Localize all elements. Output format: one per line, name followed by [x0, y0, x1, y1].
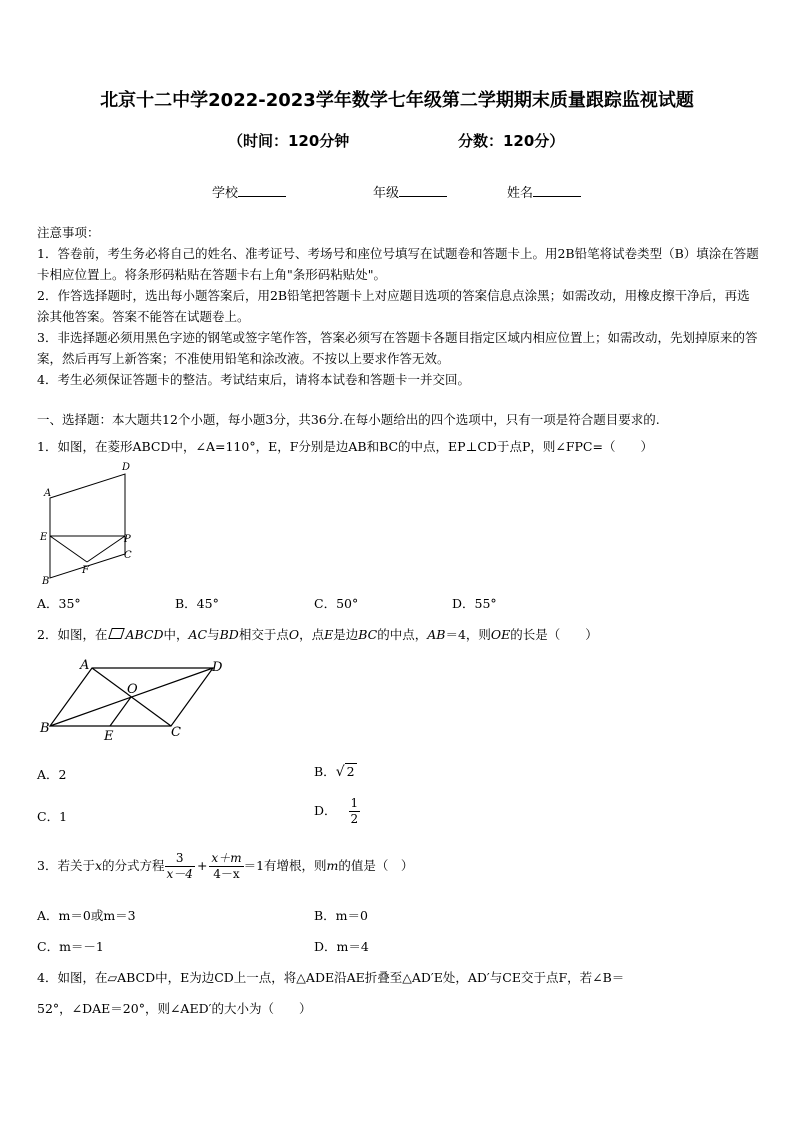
label-a: A — [44, 488, 52, 499]
label-a: A — [80, 658, 90, 673]
exam-time: （时间：120分钟 — [228, 132, 350, 150]
note-item: 1．答卷前，考生务必将自己的姓名、准考证号、考场号和座位号填写在试题卷和答题卡上。用2B铅笔将试卷类型（B）填涂在答题卡相应位置上。将条形码粘贴在答题卡右上角"条形码粘贴处"。 — [37, 246, 759, 282]
grade-blank[interactable] — [399, 184, 447, 197]
label-p: P — [124, 534, 131, 545]
segment-ef — [50, 536, 87, 562]
q3-option-b[interactable]: B．m＝0 — [314, 908, 368, 923]
q2-stem: 2．如图，在 ABCD中，AC与BD相交于点O，点E是边BC的中点，AB＝4，则OE的长是（ ） — [37, 627, 598, 642]
label-e: E — [40, 532, 48, 543]
exam-score: 分数：120分） — [458, 132, 565, 150]
q2-option-d[interactable]: D． $\frac{1}{2}$ — [314, 796, 359, 826]
rhombus-shape — [50, 474, 125, 578]
q4-stem-line1: 4．如图，在▱ABCD中，E为边CD上一点，将△ADE沿AE折叠至△AD′E处，AD′与CE交于点F，若∠B＝ — [37, 970, 625, 985]
note-item: 3．非选择题必须用黑色字迹的钢笔或签字笔作答，答案必须写在答题卡各题目指定区域内相应位置上；如需改动，先划掉原来的答案，然后再写上新答案；不准使用铅笔和涂改液。不按以上要求作答无效。 — [37, 330, 758, 366]
name-blank[interactable] — [533, 184, 581, 197]
q2-parallelogram-figure — [38, 652, 234, 744]
q3-option-a[interactable]: A．m＝0或m＝3 — [37, 908, 136, 923]
label-d: D — [212, 660, 223, 675]
q3-stem: 3．若关于x的分式方程 $\frac{3}{x-4}$ + $\frac{x+m}{4-x}$ ＝1有增根，则m的值是（ ） — [37, 851, 414, 881]
label-e: E — [104, 729, 114, 744]
q3-option-c[interactable]: C．m＝－1 — [37, 939, 104, 954]
fraction-half: $\frac{1}{2}$ — [350, 796, 359, 826]
q3-option-d[interactable]: D．m＝4 — [314, 939, 369, 954]
q1-stem: 1．如图，在菱形ABCD中，∠A=110°，E，F分别是边AB和BC的中点，EP⊥CD于点P，则∠FPC=（ ） — [37, 439, 653, 454]
school-blank[interactable] — [238, 184, 286, 197]
notes-heading: 注意事项： — [37, 225, 100, 240]
sqrt-symbol: √ — [335, 764, 345, 780]
label-c: C — [124, 550, 132, 561]
name-label: 姓名 — [507, 186, 534, 201]
label-f: F — [82, 565, 89, 576]
q1-option-c[interactable]: C．50° — [314, 596, 359, 611]
diagonal-bd — [50, 668, 213, 726]
q1-option-d[interactable]: D．55° — [452, 596, 497, 611]
q2-option-b[interactable]: B．√ 2 — [314, 764, 355, 780]
label-b: B — [40, 721, 50, 736]
grade-label: 年级 — [373, 186, 400, 201]
notes-block — [37, 222, 761, 390]
grade-field — [373, 182, 447, 201]
q1-option-a[interactable]: A．35° — [37, 596, 81, 611]
page-title: 北京十二中学2022-2023学年数学七年级第二学期期末质量跟踪监视试题 — [100, 90, 694, 111]
name-field — [507, 182, 581, 201]
fraction-2: $\frac{x+m}{4-x}$ — [211, 851, 242, 881]
q2-option-a[interactable]: A．2 — [37, 767, 67, 782]
note-item: 4．考生必须保证答题卡的整洁。考试结束后，请将本试卷和答题卡一并交回。 — [37, 372, 470, 387]
note-item: 2．作答选择题时，选出每小题答案后，用2B铅笔把答题卡上对应题目选项的答案信息点涂黑；如需改动，用橡皮擦干净后，再选涂其他答案。答案不能答在试题卷上。 — [37, 288, 750, 324]
section-heading: 一、选择题：本大题共12个小题，每小题3分，共36分.在每小题给出的四个选项中，只有一项是符合题目要求的. — [37, 412, 660, 427]
q4-stem-line2: 52°，∠DAE＝20°，则∠AED′的大小为（ ） — [37, 1001, 312, 1016]
parallelogram-symbol — [109, 628, 126, 639]
label-b: B — [42, 576, 50, 587]
label-d: D — [122, 462, 131, 473]
q1-rhombus-figure — [36, 458, 140, 588]
fraction-1: $\frac{3}{x-4}$ — [166, 851, 193, 881]
segment-fp — [87, 536, 125, 562]
school-field — [212, 182, 286, 201]
q1-option-b[interactable]: B．45° — [175, 596, 219, 611]
label-o: O — [127, 682, 138, 697]
q2-option-c[interactable]: C．1 — [37, 809, 68, 824]
label-c: C — [171, 725, 181, 740]
school-label: 学校 — [212, 186, 239, 201]
